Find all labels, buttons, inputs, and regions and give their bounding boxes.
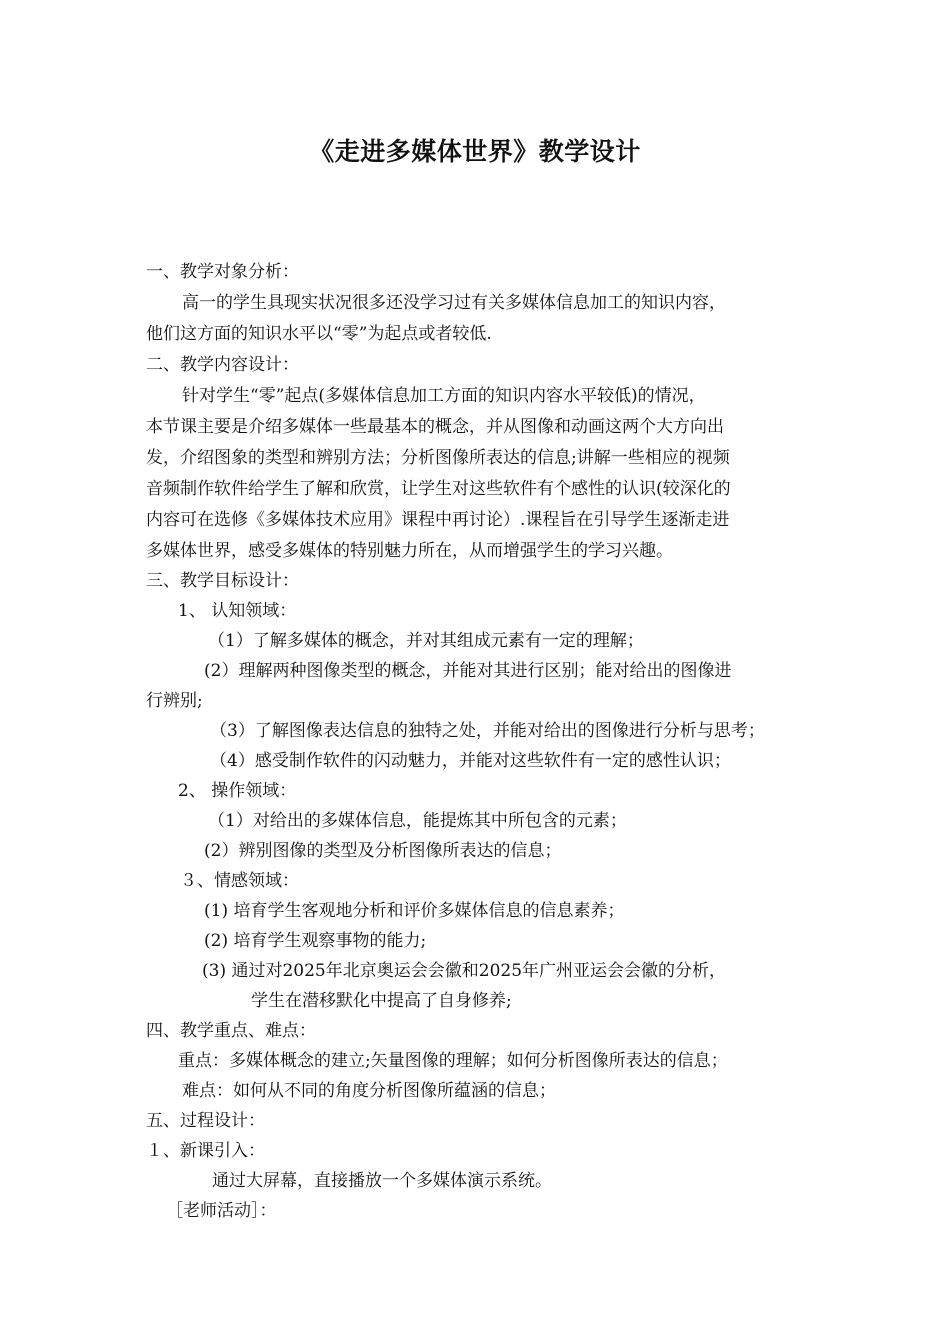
paragraph-line: 通过大屏幕，直接播放一个多媒体演示系统。	[212, 1171, 552, 1191]
section-heading-2: 二、教学内容设计：	[146, 355, 299, 375]
section-heading-4: 四、教学重点、难点：	[146, 1021, 316, 1041]
list-item: (2）理解两种图像类型的概念，并能对其进行区别；能对给出的图像进	[204, 661, 732, 681]
paragraph-line: 他们这方面的知识水平以“零”为起点或者较低.	[146, 324, 492, 344]
list-item: (1) 培育学生客观地分析和评价多媒体信息的信息素养；	[204, 901, 625, 921]
paragraph-line: 内容可在选修《多媒体技术应用》课程中再讨论）.课程旨在引导学生逐渐走进	[146, 510, 730, 530]
list-item: (2) 培育学生观察事物的能力;	[204, 931, 427, 951]
subsection-heading: 2、 操作领域：	[178, 781, 297, 801]
subsection-heading: １、新课引入：	[146, 1141, 265, 1161]
list-item-continuation: 行辨别;	[146, 691, 203, 711]
paragraph-line: ［老师活动］：	[166, 1201, 277, 1221]
paragraph-line: 难点：如何从不同的角度分析图像所蕴涵的信息；	[182, 1081, 556, 1101]
subsection-heading: ３、情感领域：	[180, 871, 299, 891]
paragraph-line: 音频制作软件给学生了解和欣赏，让学生对这些软件有个感性的认识(较深化的	[146, 479, 731, 499]
paragraph-line: 本节课主要是介绍多媒体一些最基本的概念，并从图像和动画这两个大方向出	[146, 417, 724, 437]
paragraph-line: 重点：多媒体概念的建立;矢量图像的理解；如何分析图像所表达的信息；	[178, 1051, 728, 1071]
paragraph-line: 针对学生“零”起点(多媒体信息加工方面的知识内容水平较低)的情况，	[182, 386, 706, 406]
list-item: （4）感受制作软件的闪动魅力，并能对这些软件有一定的感性认识；	[210, 751, 731, 771]
list-item: （1）对给出的多媒体信息，能提炼其中所包含的元素；	[208, 811, 627, 831]
list-item: （3）了解图像表达信息的独特之处，并能对给出的图像进行分析与思考；	[210, 721, 765, 741]
paragraph-line: 多媒体世界，感受多媒体的特别魅力所在，从而增强学生的学习兴趣。	[146, 541, 673, 561]
list-item: (3) 通过对2025年北京奥运会会徽和2025年广州亚运会会徽的分析，	[202, 961, 727, 981]
subsection-heading: 1、 认知领域：	[178, 601, 297, 621]
section-heading-5: 五、过程设计：	[146, 1111, 265, 1131]
paragraph-line: 发，介绍图象的类型和辨别方法；分析图像所表达的信息;讲解一些相应的视频	[146, 448, 730, 468]
section-heading-1: 一、教学对象分析：	[146, 262, 299, 282]
list-item: (2）辨别图像的类型及分析图像所表达的信息；	[204, 841, 562, 861]
list-item-continuation: 学生在潜移默化中提高了自身修养;	[251, 991, 512, 1011]
section-heading-3: 三、教学目标设计：	[146, 571, 299, 591]
document-title: 《走进多媒体世界》教学设计	[309, 137, 641, 166]
paragraph-line: 高一的学生具现实状况很多还没学习过有关多媒体信息加工的知识内容，	[182, 293, 726, 313]
list-item: （1）了解多媒体的概念，并对其组成元素有一定的理解；	[208, 631, 644, 651]
